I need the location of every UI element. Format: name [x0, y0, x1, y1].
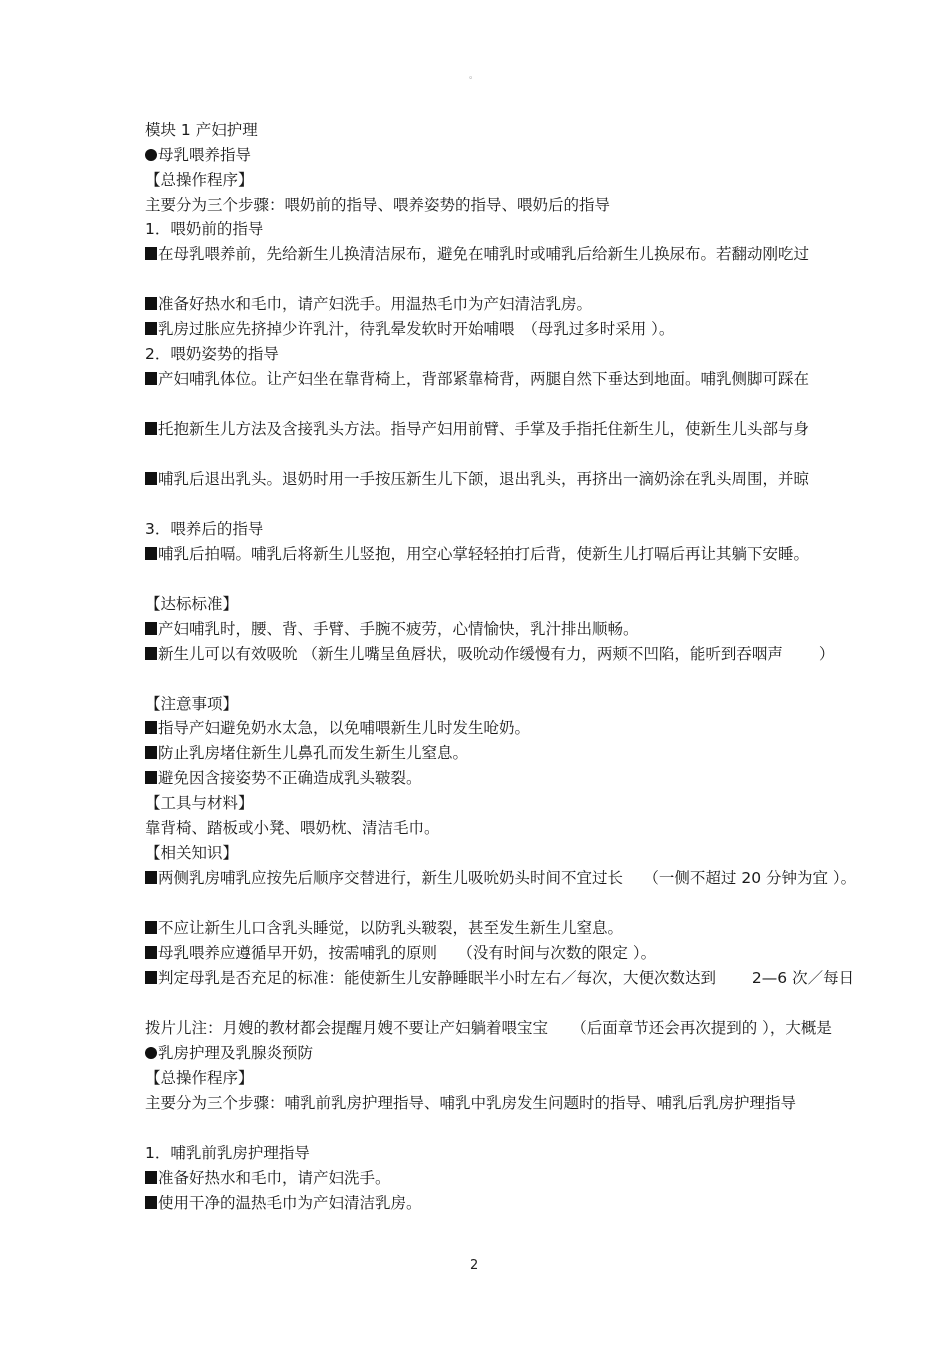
bullet-item: 母乳喂养应遵循早开奶，按需哺乳的原则 （没有时间与次数的限定 ）。 [145, 943, 656, 963]
module-title: 模块 1 产妇护理 [145, 121, 258, 139]
bullet-item: 在母乳喂养前，先给新生儿换清洁尿布，避免在哺乳时或哺乳后给新生儿换尿布。若翻动刚吃过 [145, 244, 809, 264]
bullet-item: 准备好热水和毛巾，请产妇洗手。 [145, 1168, 391, 1188]
step-heading: 1．喂奶前的指导 [145, 220, 264, 238]
step-heading: 3．喂养后的指导 [145, 520, 264, 538]
bullet-item: 准备好热水和毛巾，请产妇洗手。用温热毛巾为产妇清洁乳房。 [145, 294, 592, 314]
bullet-square-icon [145, 721, 157, 734]
bullet-item: 乳房过胀应先挤掉少许乳汁，待乳晕发软时开始哺喂 （母乳过多时采用 ）。 [145, 319, 674, 339]
bullet-square-icon [145, 647, 157, 660]
subsection-heading: 【相关知识】 [145, 844, 239, 862]
bullet-circle-icon [145, 1047, 157, 1059]
bullet-square-icon [145, 971, 157, 984]
bullet-item: 产妇哺乳时，腰、背、手臂、手腕不疲劳，心情愉快，乳汁排出顺畅。 [145, 619, 639, 639]
subsection-heading: 【总操作程序】 [145, 1069, 254, 1087]
bullet-item: 托抱新生儿方法及含接乳头方法。指导产妇用前臂、手掌及手指托住新生儿，使新生儿头部与身 [145, 419, 809, 439]
bullet-square-icon [145, 746, 157, 759]
paragraph: 靠背椅、踏板或小凳、喂奶枕、清洁毛巾。 [145, 819, 440, 837]
bullet-square-icon [145, 871, 157, 884]
bullet-circle-icon [145, 149, 157, 161]
bullet-square-icon [145, 422, 157, 435]
bullet-square-icon [145, 547, 157, 560]
bullet-square-icon [145, 1171, 157, 1184]
bullet-item: 使用干净的温热毛巾为产妇清洁乳房。 [145, 1193, 422, 1213]
header-mark: 。 [469, 71, 479, 81]
section-heading: 乳房护理及乳腺炎预防 [145, 1043, 313, 1063]
subsection-heading: 【达标标准】 [145, 595, 239, 613]
bullet-square-icon [145, 297, 157, 310]
bullet-square-icon [145, 247, 157, 260]
bullet-item: 产妇哺乳体位。让产妇坐在靠背椅上，背部紧靠椅背，两腿自然下垂达到地面。哺乳侧脚可踩在 [145, 369, 809, 389]
step-heading: 2．喂奶姿势的指导 [145, 345, 279, 363]
section-heading: 母乳喂养指导 [145, 145, 251, 165]
bullet-item: 哺乳后拍嗝。哺乳后将新生儿竖抱，用空心掌轻轻拍打后背，使新生儿打嗝后再让其躺下安睡。 [145, 544, 809, 564]
bullet-item: 哺乳后退出乳头。退奶时用一手按压新生儿下颌，退出乳头，再挤出一滴奶涂在乳头周围，并晾 [145, 469, 809, 489]
bullet-square-icon [145, 946, 157, 959]
bullet-square-icon [145, 771, 157, 784]
step-heading: 1．哺乳前乳房护理指导 [145, 1144, 310, 1162]
bullet-item: 不应让新生儿口含乳头睡觉，以防乳头皲裂，甚至发生新生儿窒息。 [145, 918, 623, 938]
bullet-item: 新生儿可以有效吸吮 （新生儿嘴呈鱼唇状，吸吮动作缓慢有力，两颊不凹陷，能听到吞咽声 ） [145, 644, 834, 664]
bullet-square-icon [145, 921, 157, 934]
bullet-square-icon [145, 372, 157, 385]
subsection-heading: 【工具与材料】 [145, 794, 254, 812]
bullet-square-icon [145, 622, 157, 635]
subsection-heading: 【总操作程序】 [145, 171, 254, 189]
bullet-item: 指导产妇避免奶水太急，以免哺喂新生儿时发生呛奶。 [145, 718, 530, 738]
bullet-item: 两侧乳房哺乳应按先后顺序交替进行，新生儿吸吮奶头时间不宜过长 （一侧不超过 20 分钟为宜 ）。 [145, 868, 856, 888]
paragraph: 主要分为三个步骤：喂奶前的指导、喂养姿势的指导、喂奶后的指导 [145, 196, 611, 214]
editor-note: 拨片儿注：月嫂的教材都会提醒月嫂不要让产妇躺着喂宝宝 （后面章节还会再次提到的 ），大概是 [145, 1019, 832, 1037]
page-number: 2 [470, 1258, 479, 1273]
bullet-square-icon [145, 322, 157, 335]
paragraph: 主要分为三个步骤：哺乳前乳房护理指导、哺乳中乳房发生问题时的指导、哺乳后乳房护理指导 [145, 1094, 797, 1112]
bullet-square-icon [145, 472, 157, 485]
subsection-heading: 【注意事项】 [145, 695, 239, 713]
bullet-item: 避免因含接姿势不正确造成乳头皲裂。 [145, 768, 422, 788]
bullet-item: 防止乳房堵住新生儿鼻孔而发生新生儿窒息。 [145, 743, 468, 763]
bullet-item: 判定母乳是否充足的标准：能使新生儿安静睡眠半小时左右／每次，大便次数达到 2—6 次／每日 [145, 968, 854, 988]
bullet-square-icon [145, 1196, 157, 1209]
